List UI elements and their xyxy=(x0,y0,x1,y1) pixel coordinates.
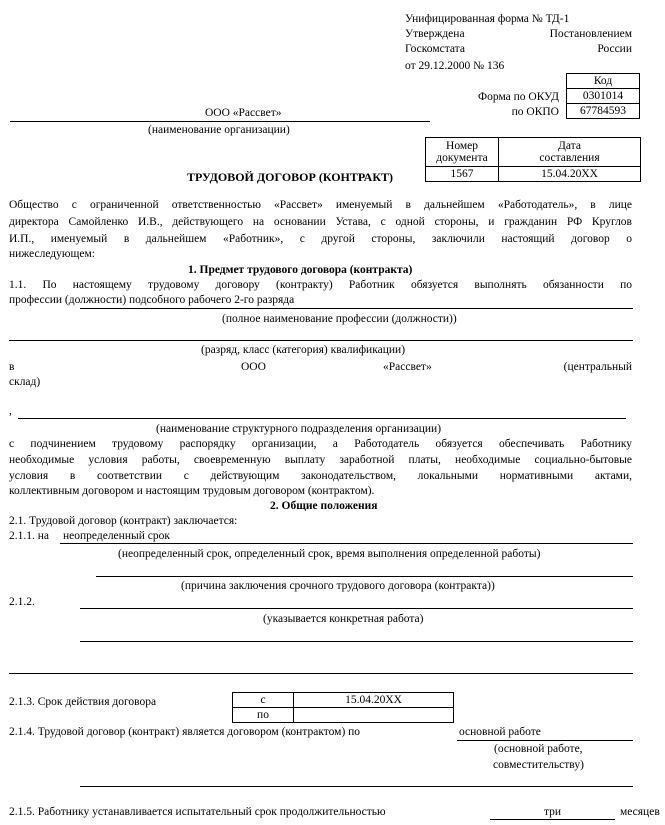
organization-caption: (наименование организации) xyxy=(148,124,290,136)
obligation-line-2: необходимые условия работы, своевременную выплату заработной платы, необходимые социально-бытовые xyxy=(9,454,632,466)
okud-value: 0301014 xyxy=(567,89,640,104)
p214-underline-2 xyxy=(80,786,633,787)
place-v: в xyxy=(9,361,15,373)
profession-underline xyxy=(80,308,633,309)
term-to-label: по xyxy=(233,708,294,723)
profession-caption: (полное наименование профессии (должности)) xyxy=(222,313,457,325)
okpo-value: 67784593 xyxy=(567,104,640,119)
organization-name: ООО «Рассвет» xyxy=(205,107,282,119)
unit-caption: (наименование структурного подразделения организации) xyxy=(156,423,442,435)
term-from-label: с xyxy=(233,693,294,708)
term-table xyxy=(232,692,454,723)
code-header: Код xyxy=(567,74,640,89)
main-caption-1: (основной работе, xyxy=(494,743,583,755)
section2-heading: 2. Общие положения xyxy=(270,500,378,512)
place-name: «Рассвет» xyxy=(383,361,432,373)
work-underline-2 xyxy=(80,641,633,642)
intro-line-1: Общество с ограниченной ответственностью «Рассвет» именуемый в дальнейшем «Работодатель», в лице xyxy=(9,199,632,211)
p212-label: 2.1.2. xyxy=(9,596,35,608)
place-central: (центральный xyxy=(563,361,632,373)
intro-line-2: директора Самойленко И.В., действующего на основании Устава, с одной стороны, и гражданин РФ Круглов xyxy=(9,216,632,228)
date-header-line2: составления xyxy=(539,152,600,164)
term-underline xyxy=(60,543,633,544)
okpo-label: по ОКПО xyxy=(511,106,559,118)
intro-line-4: нижеследующем: xyxy=(9,248,95,260)
p215-unit: месяцев xyxy=(620,806,660,818)
p211-value: неопределенный срок xyxy=(63,530,170,542)
obligation-line-3: условия в соответствии с действующим законодательством, локальными нормативными актами, xyxy=(9,470,632,482)
organization-underline xyxy=(10,121,430,122)
document-date: 15.04.20XX xyxy=(499,167,641,182)
document-table xyxy=(425,137,641,182)
goskomstat-left: Госкомстата xyxy=(405,43,465,55)
reason-caption: (причина заключения срочного трудового договора (контракта)) xyxy=(181,580,495,592)
obligation-line-4: коллективным договором и настоящим трудовым договором (контрактом). xyxy=(9,485,375,497)
p215-underline xyxy=(490,819,615,820)
form-name: Унифицированная форма № ТД-1 xyxy=(405,13,570,25)
number-header-line2: документа xyxy=(436,152,488,164)
approved-left: Утверждена xyxy=(405,28,465,40)
document-number: 1567 xyxy=(426,167,499,182)
rank-underline xyxy=(9,340,633,341)
section1-heading: 1. Предмет трудового договора (контракта) xyxy=(188,264,413,276)
p214-value: основной работе xyxy=(459,726,541,738)
p214-text: 2.1.4. Трудовой договор (контракт) является договором (контрактом) по xyxy=(9,726,361,738)
p21-text: 2.1. Трудовой договор (контракт) заключается: xyxy=(9,515,238,527)
approval-date-line: от 29.12.2000 № 136 xyxy=(405,60,505,72)
work-underline-3 xyxy=(9,673,633,674)
term-to-value xyxy=(294,708,454,723)
p215-value: три xyxy=(543,806,562,818)
obligation-line-1: с подчинением трудовому распорядку организации, а Работодатель обязуется обеспечивать Работнику xyxy=(9,438,632,450)
document-title: ТРУДОВОЙ ДОГОВОР (КОНТРАКТ) xyxy=(187,170,394,184)
codes-table xyxy=(566,73,640,119)
rank-caption: (разряд, класс (категория) квалификации) xyxy=(201,344,406,356)
p213-label: 2.1.3. Срок действия договора xyxy=(9,696,157,708)
date-header-line1: Дата xyxy=(558,140,581,152)
p215-text: 2.1.5. Работнику устанавливается испытательный срок продолжительностью xyxy=(9,806,386,818)
date-header xyxy=(499,138,641,167)
unit-comma: , xyxy=(9,405,12,417)
main-caption-2: совместительству) xyxy=(493,759,584,771)
place-ooo: ООО xyxy=(241,361,266,373)
unit-underline xyxy=(18,418,626,419)
approved-right: Постановлением xyxy=(549,28,632,40)
reason-underline xyxy=(96,576,633,577)
section1-line1: 1.1. По настоящему трудовому договору (контракту) Работник обязуется выполнять обязанности по xyxy=(9,279,632,291)
p211-label: 2.1.1. на xyxy=(9,530,50,542)
okud-label: Форма по ОКУД xyxy=(478,91,559,103)
goskomstat-right: России xyxy=(597,43,632,55)
work-underline xyxy=(80,608,633,609)
work-caption: (указывается конкретная работа) xyxy=(263,613,424,625)
section1-line2: профессии (должности) подсобного рабочего 2-го разряда xyxy=(9,294,295,306)
p214-underline xyxy=(457,740,633,741)
number-header xyxy=(426,138,499,167)
term-from-value: 15.04.20XX xyxy=(294,693,454,708)
place-sklad: склад) xyxy=(9,376,41,388)
number-header-line1: Номер xyxy=(446,140,478,152)
term-caption: (неопределенный срок, определенный срок, время выполнения определенной работы) xyxy=(118,548,541,560)
intro-line-3: И.П., именуемый в дальнейшем «Работник», с другой стороны, заключили настоящий договор о xyxy=(9,233,632,245)
